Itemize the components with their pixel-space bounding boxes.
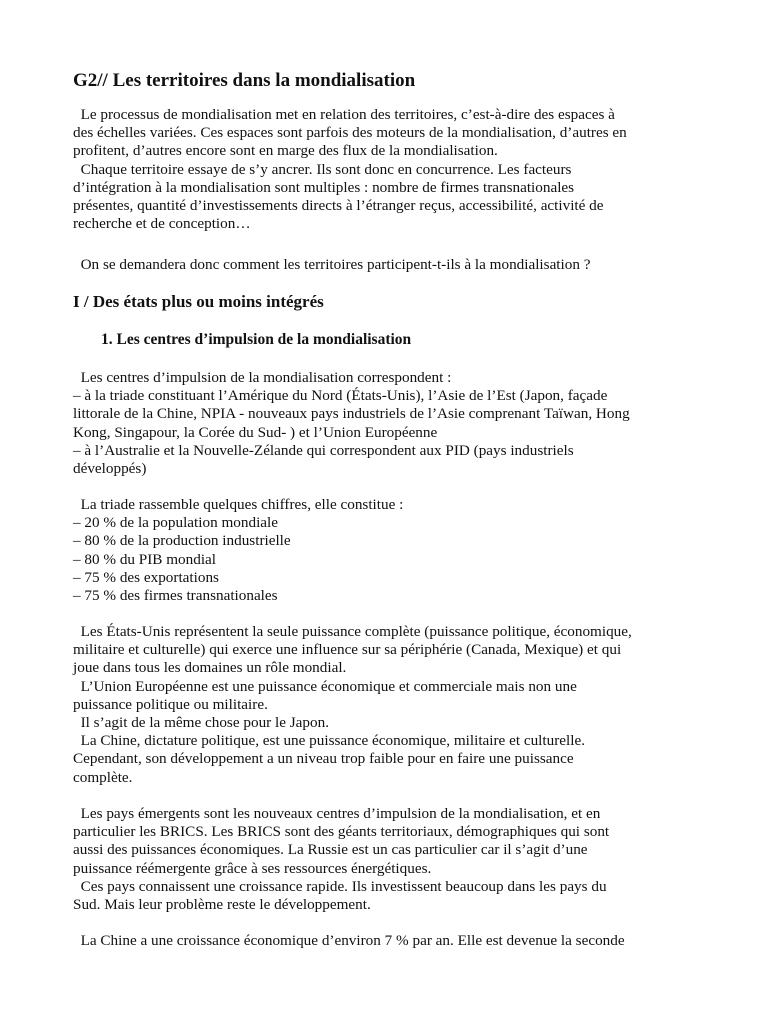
text-line: des échelles variées. Ces espaces sont parfois des moteurs de la mondialisation, d’autres en: [73, 124, 627, 142]
text-line: – 75 % des firmes transnationales: [73, 587, 278, 605]
text-line: Ces pays connaissent une croissance rapide. Ils investissent beaucoup dans les pays du: [73, 877, 607, 895]
chine-paragraph: [73, 932, 693, 950]
question-paragraph: [73, 256, 693, 274]
text-line: développés): [73, 460, 147, 478]
subsection-heading: 1. Les centres d’impulsion de la mondialisation: [101, 331, 412, 348]
text-line: militaire et culturelle) qui exerce une influence sur sa périphérie (Canada, Mexique) et qui: [73, 641, 622, 659]
text-line: aussi des puissances économiques. La Russie est un cas particulier car il s’agit d’une: [73, 841, 588, 859]
intro-paragraph: [73, 106, 693, 233]
text-line: – à l’Australie et la Nouvelle-Zélande qui correspondent aux PID (pays industriels: [73, 441, 574, 459]
centres-paragraph: [73, 369, 693, 478]
text-line: recherche et de conception…: [73, 215, 251, 233]
text-line: Sud. Mais leur problème reste le développement.: [73, 896, 371, 914]
text-line: joue dans tous les domaines un rôle mondial.: [73, 659, 347, 677]
triade-paragraph: [73, 496, 693, 605]
text-line: puissance politique ou militaire.: [73, 695, 268, 713]
text-line: – à la triade constituant l’Amérique du Nord (États-Unis), l’Asie de l’Est (Japon, façade: [73, 387, 608, 405]
text-line: – 80 % de la production industrielle: [73, 532, 291, 550]
puissances-paragraph: [73, 623, 693, 787]
text-line: Kong, Singapour, la Corée du Sud- ) et l’Union Européenne: [73, 423, 438, 441]
text-line: Il s’agit de la même chose pour le Japon.: [73, 714, 329, 732]
text-line: profitent, d’autres encore sont en marge des flux de la mondialisation.: [73, 142, 498, 160]
emergents-paragraph: [73, 805, 693, 914]
text-line: Chaque territoire essaye de s’y ancrer. Ils sont donc en concurrence. Les facteurs: [73, 160, 572, 178]
text-line: – 75 % des exportations: [73, 568, 219, 586]
text-line: – 80 % du PIB mondial: [73, 550, 217, 568]
text-line: La Chine a une croissance économique d’environ 7 % par an. Elle est devenue la seconde: [73, 932, 625, 949]
text-line: Le processus de mondialisation met en relation des territoires, c’est-à-dire des espaces à: [73, 106, 615, 123]
text-line: La triade rassemble quelques chiffres, elle constitue :: [73, 496, 404, 513]
text-line: Cependant, son développement a un niveau trop faible pour en faire une puissance: [73, 750, 574, 768]
text-line: présentes, quantité d’investissements directs à l’étranger reçus, accessibilité, activité de: [73, 197, 604, 215]
text-line: puissance réémergente grâce à ses ressources énergétiques.: [73, 859, 432, 877]
text-line: Les centres d’impulsion de la mondialisation correspondent :: [73, 369, 452, 386]
text-line: La Chine, dictature politique, est une puissance économique, militaire et culturelle.: [73, 732, 585, 750]
text-line: Les États-Unis représentent la seule puissance complète (puissance politique, économique,: [73, 623, 632, 640]
text-line: – 20 % de la population mondiale: [73, 514, 278, 532]
text-line: L’Union Européenne est une puissance économique et commerciale mais non une: [73, 677, 577, 695]
section-heading: I / Des états plus ou moins intégrés: [73, 292, 324, 311]
text-line: particulier les BRICS. Les BRICS sont des géants territoriaux, démographiques qui sont: [73, 823, 610, 841]
text-line: littorale de la Chine, NPIA - nouveaux pays industriels de l’Asie comprenant Taïwan, Hong: [73, 405, 630, 423]
text-line: d’intégration à la mondialisation sont multiples : nombre de firmes transnationales: [73, 178, 575, 196]
text-line: On se demandera donc comment les territoires participent-t-ils à la mondialisation ?: [73, 256, 591, 273]
text-line: complète.: [73, 768, 133, 786]
document-title: G2// Les territoires dans la mondialisation: [73, 70, 416, 91]
text-line: Les pays émergents sont les nouveaux centres d’impulsion de la mondialisation, et en: [73, 805, 601, 822]
